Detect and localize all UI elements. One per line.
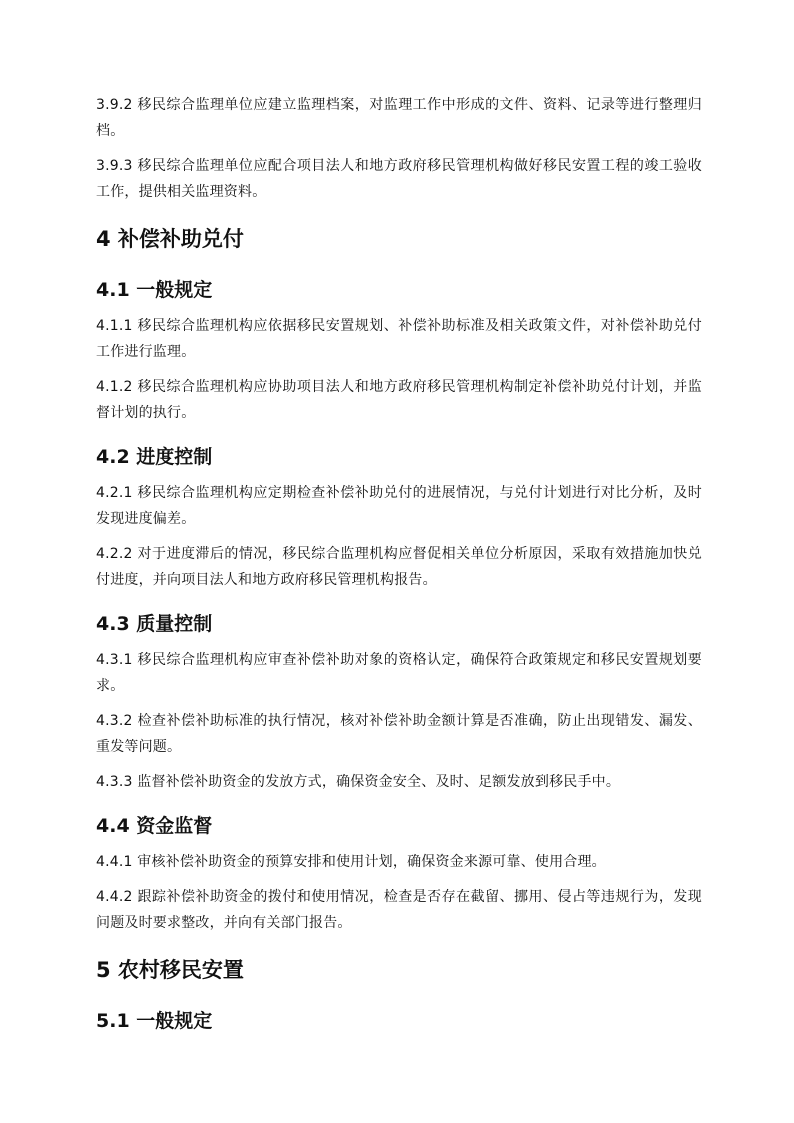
section-5-1-heading: 5.1 一般规定 (96, 1010, 213, 1032)
section-4-4-heading: 4.4 资金监督 (96, 815, 213, 837)
clause-3-9-2: 3.9.2 移民综合监理单位应建立监理档案，对监理工作中形成的文件、资料、记录等进行整理归档。 (96, 97, 702, 139)
clause-4-2-1: 4.2.1 移民综合监理机构应定期检查补偿补助兑付的进展情况，与兑付计划进行对比分析，及时发现进度偏差。 (96, 485, 702, 527)
clause-4-4-1: 4.4.1 审核补偿补助资金的预算安排和使用计划，确保资金来源可靠、使用合理。 (96, 854, 606, 870)
clause-4-3-2: 4.3.2 检查补偿补助标准的执行情况，核对补偿补助金额计算是否准确，防止出现错发、漏发、重发等问题。 (96, 713, 702, 755)
clause-4-3-3: 4.3.3 监督补偿补助资金的发放方式，确保资金安全、及时、足额发放到移民手中。 (96, 774, 621, 790)
section-4-2-heading: 4.2 进度控制 (96, 446, 213, 468)
section-4-1-heading: 4.1 一般规定 (96, 279, 213, 301)
section-4-3-heading: 4.3 质量控制 (96, 613, 213, 635)
clause-3-9-3: 3.9.3 移民综合监理单位应配合项目法人和地方政府移民管理机构做好移民安置工程的竣工验收工作，提供相关监理资料。 (96, 158, 702, 200)
chapter-4-heading: 4 补偿补助兑付 (96, 227, 244, 251)
clause-4-1-2: 4.1.2 移民综合监理机构应协助项目法人和地方政府移民管理机构制定补偿补助兑付计划，并监督计划的执行。 (96, 379, 702, 421)
clause-4-2-2: 4.2.2 对于进度滞后的情况，移民综合监理机构应督促相关单位分析原因，采取有效措施加快兑付进度，并向项目法人和地方政府移民管理机构报告。 (96, 546, 702, 588)
document-body (96, 92, 702, 1044)
clause-4-3-1: 4.3.1 移民综合监理机构应审查补偿补助对象的资格认定，确保符合政策规定和移民安置规划要求。 (96, 652, 702, 694)
chapter-5-heading: 5 农村移民安置 (96, 958, 244, 982)
clause-4-1-1: 4.1.1 移民综合监理机构应依据移民安置规划、补偿补助标准及相关政策文件，对补偿补助兑付工作进行监理。 (96, 318, 702, 360)
clause-4-4-2: 4.4.2 跟踪补偿补助资金的拨付和使用情况，检查是否存在截留、挪用、侵占等违规行为，发现问题及时要求整改，并向有关部门报告。 (96, 889, 702, 931)
